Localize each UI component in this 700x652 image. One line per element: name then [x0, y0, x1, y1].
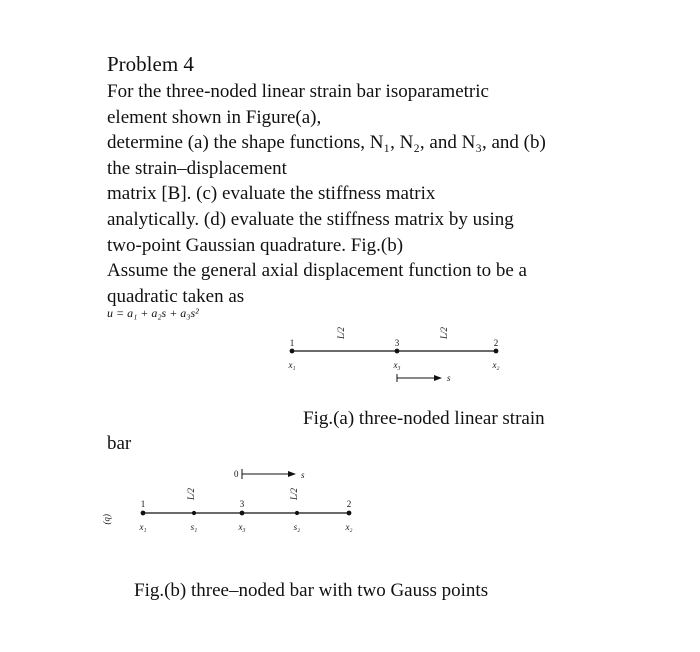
- segment-length-label: L/2: [439, 326, 449, 340]
- origin-label: 0: [234, 469, 239, 479]
- node-number: 3: [239, 499, 245, 509]
- point-label: x₁: [139, 522, 147, 532]
- node-number: 1: [140, 499, 146, 509]
- node-number: 1: [289, 338, 295, 348]
- node-number: 3: [394, 338, 400, 348]
- statement-line: Assume the general axial displacement function to be a: [107, 260, 527, 282]
- coordinate-label: x₂: [492, 360, 500, 370]
- coordinate-label: x₁: [288, 360, 296, 370]
- point-label: s₂: [293, 522, 301, 532]
- segment-length-label: L/2: [289, 487, 299, 501]
- statement-line: matrix [B]. (c) evaluate the stiffness matrix: [107, 183, 436, 205]
- point-label: s₁: [190, 522, 198, 532]
- statement-line: For the three-noded linear strain bar isoparametric: [107, 81, 489, 102]
- statement-line: quadratic taken as: [107, 285, 245, 307]
- local-axis-label: s: [447, 373, 451, 383]
- figure-b-side-label: (b): [103, 514, 113, 525]
- node-number: 2: [346, 499, 352, 509]
- node-marker: [141, 511, 146, 516]
- point-label: x₃: [238, 522, 246, 532]
- gauss-point-marker: [295, 511, 299, 515]
- figure-b-caption: Fig.(b) three–noded bar with two Gauss points: [134, 580, 489, 601]
- local-axis-label: s: [301, 470, 305, 480]
- segment-length-label: L/2: [186, 487, 196, 501]
- statement-line: analytically. (d) evaluate the stiffness matrix by using: [107, 208, 514, 230]
- figure-a-caption: Fig.(a) three-noded linear strain: [303, 408, 545, 429]
- arrow-head-icon: [288, 471, 296, 477]
- node-marker: [347, 511, 352, 516]
- displacement-equation: u = a₁ + a₂s + a₃s²: [107, 306, 199, 320]
- gauss-point-marker: [192, 511, 196, 515]
- node-number: 2: [493, 338, 499, 348]
- statement-line: two-point Gaussian quadrature. Fig.(b): [107, 234, 404, 256]
- point-label: x₂: [345, 522, 353, 532]
- statement-line: element shown in Figure(a),: [107, 106, 322, 128]
- statement-line: the strain–displacement: [107, 157, 287, 179]
- coordinate-label: x₃: [393, 360, 401, 370]
- statement-line: determine (a) the shape functions, N₁, N₂, and N₃, and (b): [107, 132, 546, 154]
- problem-title: Problem 4: [107, 52, 194, 76]
- segment-length-label: L/2: [336, 326, 346, 340]
- figure-a-caption-continued: bar: [107, 433, 132, 454]
- node-marker: [240, 511, 245, 516]
